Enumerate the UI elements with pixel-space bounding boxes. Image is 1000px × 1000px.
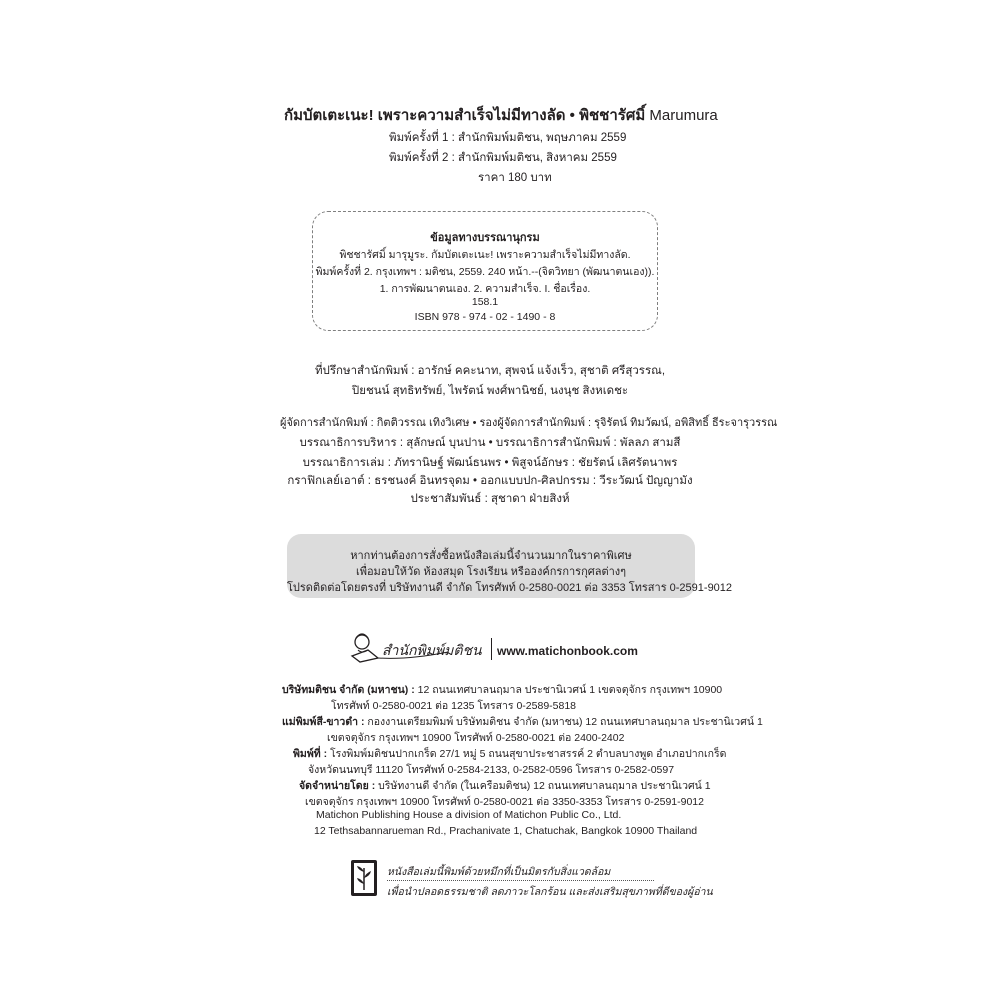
isbn: ISBN 978 - 974 - 02 - 1490 - 8 xyxy=(414,311,556,323)
print-edition-1: พิมพ์ครั้งที่ 1 : สำนักพิมพ์มติชน, พฤษภาคม 2559 xyxy=(389,132,627,144)
cataloging-heading: ข้อมูลทางบรรณานุกรม xyxy=(430,232,540,244)
address-line: จังหวัดนนทบุรี 11120 โทรศัพท์ 0-2584-2133, 0-2582-0596 โทรสาร 0-2582-0597 xyxy=(308,764,675,776)
book-title xyxy=(284,103,718,127)
staff-line: บรรณาธิการบริหาร : สุลักษณ์ บุนปาน • บรรณาธิการสำนักพิมพ์ : พัลลภ สามสี xyxy=(299,437,681,449)
address-line: เขตจตุจักร กรุงเทพฯ 10900 โทรศัพท์ 0-2580-0021 ต่อ 2400-2402 xyxy=(327,732,625,744)
bulk-order-notice xyxy=(287,534,733,598)
cataloging-line: 1. การพัฒนาตนเอง. 2. ความสำเร็จ. I. ชื่อเรื่อง. xyxy=(379,283,591,295)
cataloging-line: พิชชารัศมิ์ มารุมูระ. กัมบัตเตะเนะ! เพราะความสำเร็จไม่มีทางลัด. xyxy=(339,249,631,261)
print-edition-2: พิมพ์ครั้งที่ 2 : สำนักพิมพ์มติชน, สิงหาคม 2559 xyxy=(389,152,617,164)
notice-line: เพื่อมอบให้วัด ห้องสมุด โรงเรียน หรือองค์กรการกุศลต่างๆ xyxy=(355,566,627,578)
cataloging-line: 158.1 xyxy=(471,296,499,308)
address-line: เขตจตุจักร กรุงเทพฯ 10900 โทรศัพท์ 0-2580-0021 ต่อ 3350-3353 โทรสาร 0-2591-9012 xyxy=(305,796,704,808)
notice-line: โปรดติดต่อโดยตรงที่ บริษัทงานดี จำกัด โทรศัพท์ 0-2580-0021 ต่อ 3353 โทรสาร 0-2591-9012 xyxy=(287,582,733,594)
eco-note-line-1: หนังสือเล่มนี้พิมพ์ด้วยหมึกที่เป็นมิตรกับสิ่งแวดล้อม xyxy=(387,866,611,878)
matichon-publishing-logo xyxy=(348,626,498,666)
address-line: จัดจำหน่ายโดย : บริษัทงานดี จำกัด (ในเครือมติชน) 12 ถนนเทศบาลนฤมาล ประชานิเวศน์ 1 xyxy=(299,780,711,792)
address-line: Matichon Publishing House a division of Matichon Public Co., Ltd. xyxy=(316,809,622,821)
address-line: พิมพ์ที่ : โรงพิมพ์มติชนปากเกร็ด 27/1 หมู่ 5 ถนนสุขาประชาสรรค์ 2 ตำบลบางพูด อำเภอปากเกร็ด xyxy=(293,748,727,760)
eco-divider xyxy=(387,880,654,881)
address-line: บริษัทมติชน จำกัด (มหาชน) : 12 ถนนเทศบาลนฤมาล ประชานิเวศน์ 1 เขตจตุจักร กรุงเทพฯ 10900 xyxy=(282,684,723,696)
cataloging-data-box xyxy=(312,211,658,331)
address-line: แม่พิมพ์สี-ขาวดำ : กองงานเตรียมพิมพ์ บริษัทมติชน จำกัด (มหาชน) 12 ถนนเทศบาลนฤมาล ประชานิเวศน์ 1 xyxy=(282,716,763,728)
book-title-en: Marumura xyxy=(649,107,718,124)
staff-line: ที่ปรึกษาสำนักพิมพ์ : อารักษ์ คคะนาท, สุพจน์ แจ้งเร็ว, สุชาติ ศรีสุวรรณ, xyxy=(314,365,666,377)
book-title-thai: กัมบัตเตะเนะ! เพราะความสำเร็จไม่มีทางลัด • พิชชารัศมิ์ xyxy=(284,107,646,124)
cataloging-line: พิมพ์ครั้งที่ 2. กรุงเทพฯ : มติชน, 2559. 240 หน้า.--(จิตวิทยา (พัฒนาตนเอง)). xyxy=(315,266,655,278)
publisher-website: www.matichonbook.com xyxy=(497,644,638,658)
leaf-book-icon xyxy=(350,858,380,898)
price: ราคา 180 บาท xyxy=(478,172,552,184)
staff-line: กราฟิกเลย์เอาต์ : ธรชนงค์ อินทรจุดม • ออกแบบปก-ศิลปกรรม : วีระวัฒน์ ปัญญามัง xyxy=(287,475,693,487)
staff-line: ประชาสัมพันธ์ : สุชาดา ฝ่ายสิงห์ xyxy=(410,493,570,505)
address-line: โทรศัพท์ 0-2580-0021 ต่อ 1235 โทรสาร 0-2589-5818 xyxy=(331,700,577,712)
notice-line: หากท่านต้องการสั่งซื้อหนังสือเล่มนี้จำนวนมากในราคาพิเศษ xyxy=(350,550,632,562)
staff-line: บรรณาธิการเล่ม : ภัทรานิษฐ์ พัฒน์ธนพร • พิสูจน์อักษร : ชัยรัตน์ เลิศรัตนาพร xyxy=(302,457,678,469)
staff-line: ปิยชนน์ สุทธิทรัพย์, ไพรัตน์ พงศ์พานิชย์, นงนุช สิงหเดชะ xyxy=(351,385,629,397)
eco-note-line-2: เพื่อนำปลอดธรรมชาติ ลดภาวะโลกร้อน และส่งเสริมสุขภาพที่ดีของผู้อ่าน xyxy=(387,886,713,898)
staff-line: ผู้จัดการสำนักพิมพ์ : กิตติวรรณ เทิงวิเศษ • รองผู้จัดการสำนักพิมพ์ : รุจิรัตน์ ทิมวัฒน์, อพิสิทธิ์ ธีระจารุวรรณ xyxy=(280,417,778,429)
address-line: 12 Tethsabannarueman Rd., Prachanivate 1, Chatuchak, Bangkok 10900 Thailand xyxy=(314,825,698,837)
logo-divider xyxy=(491,638,492,660)
publisher-logo-text: สำนักพิมพ์มติชน xyxy=(382,643,482,659)
